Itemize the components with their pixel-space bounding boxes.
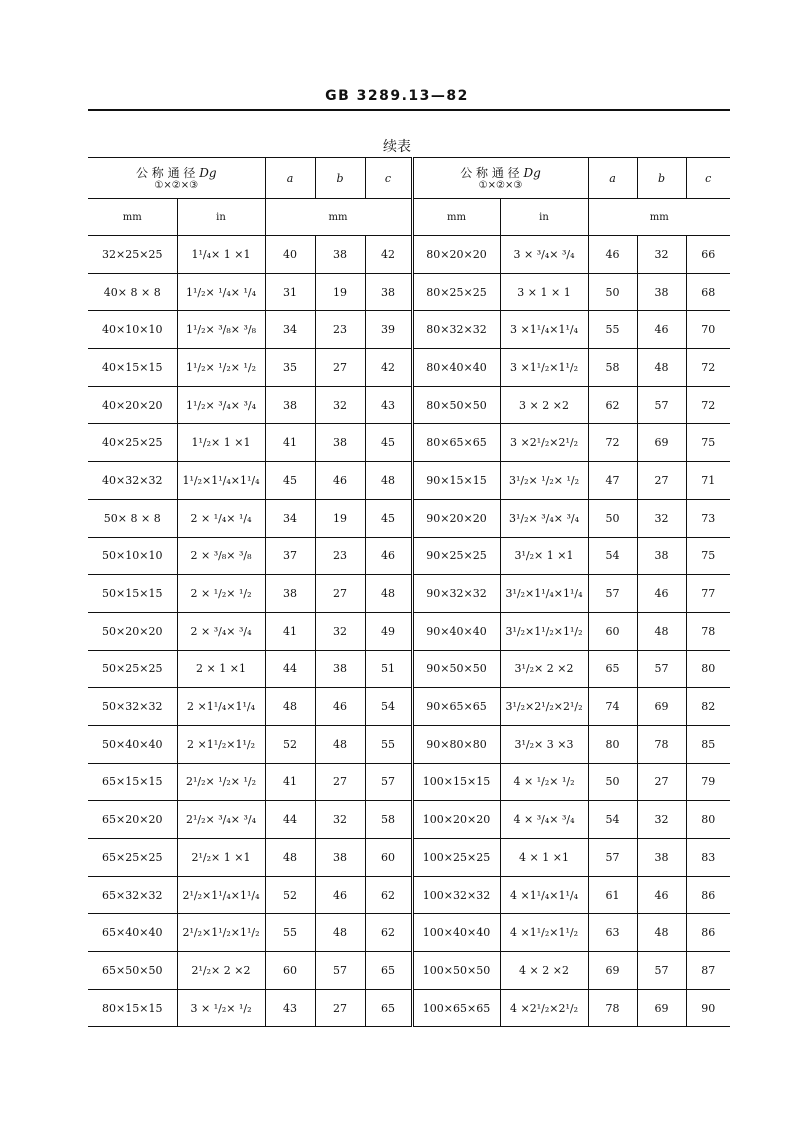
left-cell-mm: 50×40×40 [88, 725, 177, 763]
right-cell-in: 4 × ³/₄× ³/₄ [500, 801, 588, 839]
col-a-header: a [588, 158, 637, 199]
table-row [88, 386, 730, 424]
left-cell-in: 2¹/₂×1¹/₄×1¹/₄ [177, 876, 265, 914]
right-cell-in: 4 ×1¹/₄×1¹/₄ [500, 876, 588, 914]
left-cell-in: 1¹/₂× ³/₈× ³/₈ [177, 311, 265, 349]
left-cell-b: 19 [315, 499, 365, 537]
left-cell-c: 48 [365, 575, 412, 613]
right-cell-c: 77 [686, 575, 730, 613]
left-cell-in: 1¹/₄× 1 ×1 [177, 236, 265, 274]
nominal-label: 公 称 通 径 [460, 165, 520, 180]
left-cell-b: 38 [315, 839, 365, 877]
unit-mm: mm [412, 199, 500, 236]
left-cell-c: 45 [365, 424, 412, 462]
left-cell-b: 23 [315, 311, 365, 349]
right-cell-a: 55 [588, 311, 637, 349]
right-cell-mm: 100×32×32 [412, 876, 500, 914]
right-cell-mm: 80×25×25 [412, 273, 500, 311]
unit-row [88, 199, 730, 236]
right-cell-b: 69 [637, 688, 686, 726]
nominal-sub-label: ①×②×③ [154, 179, 199, 191]
right-cell-a: 54 [588, 801, 637, 839]
right-cell-b: 69 [637, 989, 686, 1027]
left-cell-in: 2 × ³/₈× ³/₈ [177, 537, 265, 575]
right-cell-b: 27 [637, 462, 686, 500]
left-cell-c: 49 [365, 612, 412, 650]
left-cell-b: 27 [315, 349, 365, 387]
left-cell-a: 52 [265, 725, 315, 763]
left-cell-a: 48 [265, 688, 315, 726]
left-cell-c: 38 [365, 273, 412, 311]
nominal-diameter-header-left [88, 158, 265, 199]
table-body [88, 236, 730, 1027]
table-row [88, 650, 730, 688]
left-cell-a: 41 [265, 763, 315, 801]
right-cell-mm: 90×40×40 [412, 612, 500, 650]
left-cell-c: 57 [365, 763, 412, 801]
left-cell-in: 2 × 1 ×1 [177, 650, 265, 688]
right-cell-mm: 100×20×20 [412, 801, 500, 839]
right-cell-c: 72 [686, 386, 730, 424]
right-cell-b: 48 [637, 612, 686, 650]
right-cell-c: 83 [686, 839, 730, 877]
left-cell-c: 48 [365, 462, 412, 500]
left-cell-in: 2¹/₂× ¹/₂× ¹/₂ [177, 763, 265, 801]
left-cell-a: 38 [265, 386, 315, 424]
left-cell-in: 2 ×1¹/₂×1¹/₂ [177, 725, 265, 763]
right-cell-b: 48 [637, 349, 686, 387]
right-cell-a: 61 [588, 876, 637, 914]
right-cell-a: 50 [588, 273, 637, 311]
unit-in: in [500, 199, 588, 236]
table-row [88, 725, 730, 763]
left-cell-c: 42 [365, 349, 412, 387]
right-cell-c: 80 [686, 650, 730, 688]
right-cell-in: 3¹/₂× 3 ×3 [500, 725, 588, 763]
right-cell-c: 82 [686, 688, 730, 726]
right-cell-a: 69 [588, 952, 637, 990]
left-cell-mm: 50×10×10 [88, 537, 177, 575]
table-row [88, 763, 730, 801]
left-cell-a: 55 [265, 914, 315, 952]
right-cell-a: 58 [588, 349, 637, 387]
left-cell-a: 40 [265, 236, 315, 274]
right-cell-in: 4 × 2 ×2 [500, 952, 588, 990]
left-cell-c: 54 [365, 688, 412, 726]
col-b-header: b [637, 158, 686, 199]
left-cell-b: 38 [315, 424, 365, 462]
left-cell-c: 51 [365, 650, 412, 688]
left-cell-b: 32 [315, 612, 365, 650]
left-cell-mm: 65×20×20 [88, 801, 177, 839]
left-cell-a: 38 [265, 575, 315, 613]
table-row [88, 575, 730, 613]
right-cell-b: 38 [637, 839, 686, 877]
nominal-label: 公 称 通 径 [135, 165, 196, 180]
left-cell-c: 62 [365, 876, 412, 914]
right-cell-b: 46 [637, 575, 686, 613]
left-cell-in: 1¹/₂×1¹/₄×1¹/₄ [177, 462, 265, 500]
right-cell-c: 86 [686, 876, 730, 914]
right-cell-mm: 100×65×65 [412, 989, 500, 1027]
left-cell-a: 52 [265, 876, 315, 914]
right-cell-in: 4 ×1¹/₂×1¹/₂ [500, 914, 588, 952]
right-cell-a: 60 [588, 612, 637, 650]
right-cell-mm: 90×15×15 [412, 462, 500, 500]
right-cell-c: 68 [686, 273, 730, 311]
col-a-header: a [265, 158, 315, 199]
right-cell-in: 3¹/₂× ³/₄× ³/₄ [500, 499, 588, 537]
left-cell-in: 2¹/₂× ³/₄× ³/₄ [177, 801, 265, 839]
left-cell-in: 2 × ¹/₄× ¹/₄ [177, 499, 265, 537]
right-cell-in: 3¹/₂×1¹/₄×1¹/₄ [500, 575, 588, 613]
left-cell-c: 46 [365, 537, 412, 575]
right-cell-in: 3 ×1¹/₄×1¹/₄ [500, 311, 588, 349]
table-title: 续表 [383, 139, 411, 155]
right-cell-b: 46 [637, 876, 686, 914]
left-cell-a: 45 [265, 462, 315, 500]
left-cell-c: 65 [365, 952, 412, 990]
left-cell-in: 2¹/₂×1¹/₂×1¹/₂ [177, 914, 265, 952]
left-cell-mm: 50× 8 × 8 [88, 499, 177, 537]
left-cell-c: 55 [365, 725, 412, 763]
right-cell-b: 78 [637, 725, 686, 763]
left-cell-mm: 65×50×50 [88, 952, 177, 990]
right-cell-b: 38 [637, 537, 686, 575]
left-cell-mm: 40×10×10 [88, 311, 177, 349]
right-cell-a: 62 [588, 386, 637, 424]
left-cell-c: 45 [365, 499, 412, 537]
header-rule [88, 109, 730, 111]
right-cell-in: 4 ×2¹/₂×2¹/₂ [500, 989, 588, 1027]
left-cell-c: 60 [365, 839, 412, 877]
right-cell-in: 3 × ³/₄× ³/₄ [500, 236, 588, 274]
left-cell-mm: 40×25×25 [88, 424, 177, 462]
right-cell-a: 63 [588, 914, 637, 952]
right-cell-mm: 90×20×20 [412, 499, 500, 537]
dimension-table [88, 157, 730, 1027]
right-cell-mm: 100×15×15 [412, 763, 500, 801]
left-cell-a: 31 [265, 273, 315, 311]
right-cell-b: 27 [637, 763, 686, 801]
left-cell-b: 32 [315, 386, 365, 424]
left-cell-b: 38 [315, 236, 365, 274]
right-cell-in: 3 ×1¹/₂×1¹/₂ [500, 349, 588, 387]
left-cell-in: 3 × ¹/₂× ¹/₂ [177, 989, 265, 1027]
left-cell-b: 46 [315, 876, 365, 914]
table-row [88, 273, 730, 311]
left-cell-b: 46 [315, 462, 365, 500]
left-cell-b: 48 [315, 914, 365, 952]
left-cell-mm: 65×15×15 [88, 763, 177, 801]
right-cell-c: 71 [686, 462, 730, 500]
unit-mm: mm [88, 199, 177, 236]
right-cell-b: 32 [637, 236, 686, 274]
unit-mm-abc: mm [588, 199, 730, 236]
right-cell-a: 50 [588, 763, 637, 801]
right-cell-mm: 80×40×40 [412, 349, 500, 387]
right-cell-mm: 90×65×65 [412, 688, 500, 726]
right-cell-b: 57 [637, 952, 686, 990]
left-cell-a: 41 [265, 612, 315, 650]
left-cell-c: 39 [365, 311, 412, 349]
left-cell-in: 1¹/₂× ¹/₂× ¹/₂ [177, 349, 265, 387]
left-cell-in: 1¹/₂× ¹/₄× ¹/₄ [177, 273, 265, 311]
left-cell-in: 2¹/₂× 2 ×2 [177, 952, 265, 990]
left-cell-b: 32 [315, 801, 365, 839]
unit-mm-abc: mm [265, 199, 412, 236]
col-c-header: c [365, 158, 412, 199]
left-cell-c: 62 [365, 914, 412, 952]
right-cell-c: 80 [686, 801, 730, 839]
left-cell-in: 2 ×1¹/₄×1¹/₄ [177, 688, 265, 726]
left-cell-a: 35 [265, 349, 315, 387]
table-row [88, 236, 730, 274]
table-row [88, 424, 730, 462]
header-row [88, 158, 730, 199]
left-cell-b: 23 [315, 537, 365, 575]
left-cell-c: 43 [365, 386, 412, 424]
table-row [88, 989, 730, 1027]
left-cell-mm: 65×32×32 [88, 876, 177, 914]
col-c-header: c [686, 158, 730, 199]
left-cell-c: 42 [365, 236, 412, 274]
right-cell-in: 3¹/₂× 1 ×1 [500, 537, 588, 575]
table-row [88, 349, 730, 387]
left-cell-in: 2 × ¹/₂× ¹/₂ [177, 575, 265, 613]
right-cell-mm: 80×20×20 [412, 236, 500, 274]
left-cell-a: 60 [265, 952, 315, 990]
right-cell-c: 66 [686, 236, 730, 274]
right-cell-mm: 80×32×32 [412, 311, 500, 349]
left-cell-mm: 65×25×25 [88, 839, 177, 877]
right-cell-c: 87 [686, 952, 730, 990]
right-cell-in: 3¹/₂×1¹/₂×1¹/₂ [500, 612, 588, 650]
left-cell-b: 48 [315, 725, 365, 763]
left-cell-in: 1¹/₂× 1 ×1 [177, 424, 265, 462]
left-cell-a: 34 [265, 499, 315, 537]
left-cell-mm: 40×15×15 [88, 349, 177, 387]
right-cell-a: 57 [588, 575, 637, 613]
dg-symbol: Dg [523, 165, 541, 180]
unit-in: in [177, 199, 265, 236]
right-cell-mm: 100×25×25 [412, 839, 500, 877]
right-cell-c: 85 [686, 725, 730, 763]
left-cell-mm: 50×25×25 [88, 650, 177, 688]
left-cell-b: 46 [315, 688, 365, 726]
dg-symbol: Dg [199, 165, 217, 180]
right-cell-b: 46 [637, 311, 686, 349]
standard-number: GB 3289.13—82 [325, 88, 469, 104]
right-cell-in: 3¹/₂× ¹/₂× ¹/₂ [500, 462, 588, 500]
right-cell-a: 57 [588, 839, 637, 877]
table-row [88, 688, 730, 726]
left-cell-b: 27 [315, 763, 365, 801]
right-cell-mm: 80×65×65 [412, 424, 500, 462]
table-row [88, 914, 730, 952]
right-cell-mm: 80×50×50 [412, 386, 500, 424]
left-cell-b: 27 [315, 989, 365, 1027]
left-cell-a: 43 [265, 989, 315, 1027]
left-cell-mm: 40× 8 × 8 [88, 273, 177, 311]
left-cell-in: 1¹/₂× ³/₄× ³/₄ [177, 386, 265, 424]
right-cell-a: 78 [588, 989, 637, 1027]
right-cell-mm: 90×32×32 [412, 575, 500, 613]
right-cell-in: 3 × 1 × 1 [500, 273, 588, 311]
right-cell-in: 3¹/₂× 2 ×2 [500, 650, 588, 688]
right-cell-b: 69 [637, 424, 686, 462]
right-cell-in: 3¹/₂×2¹/₂×2¹/₂ [500, 688, 588, 726]
right-cell-c: 75 [686, 537, 730, 575]
right-cell-a: 47 [588, 462, 637, 500]
right-cell-c: 72 [686, 349, 730, 387]
left-cell-a: 34 [265, 311, 315, 349]
right-cell-b: 38 [637, 273, 686, 311]
table-row [88, 537, 730, 575]
table-row [88, 499, 730, 537]
left-cell-mm: 32×25×25 [88, 236, 177, 274]
right-cell-in: 4 × 1 ×1 [500, 839, 588, 877]
table-row [88, 839, 730, 877]
table-row [88, 876, 730, 914]
right-cell-a: 65 [588, 650, 637, 688]
nominal-diameter-header-right [412, 158, 588, 199]
right-cell-a: 74 [588, 688, 637, 726]
left-cell-mm: 50×20×20 [88, 612, 177, 650]
left-cell-mm: 50×15×15 [88, 575, 177, 613]
table-row [88, 311, 730, 349]
left-cell-mm: 40×20×20 [88, 386, 177, 424]
left-cell-a: 44 [265, 650, 315, 688]
table-row [88, 612, 730, 650]
left-cell-b: 38 [315, 650, 365, 688]
right-cell-mm: 100×50×50 [412, 952, 500, 990]
right-cell-in: 3 ×2¹/₂×2¹/₂ [500, 424, 588, 462]
left-cell-c: 58 [365, 801, 412, 839]
right-cell-mm: 90×25×25 [412, 537, 500, 575]
left-cell-b: 27 [315, 575, 365, 613]
right-cell-c: 75 [686, 424, 730, 462]
left-cell-mm: 80×15×15 [88, 989, 177, 1027]
left-cell-a: 37 [265, 537, 315, 575]
right-cell-in: 3 × 2 ×2 [500, 386, 588, 424]
left-cell-a: 48 [265, 839, 315, 877]
right-cell-mm: 100×40×40 [412, 914, 500, 952]
col-b-header: b [315, 158, 365, 199]
right-cell-c: 86 [686, 914, 730, 952]
nominal-sub-label: ①×②×③ [478, 179, 523, 191]
table-row [88, 462, 730, 500]
right-cell-a: 54 [588, 537, 637, 575]
right-cell-c: 90 [686, 989, 730, 1027]
left-cell-c: 65 [365, 989, 412, 1027]
table-row [88, 952, 730, 990]
right-cell-b: 48 [637, 914, 686, 952]
left-cell-b: 19 [315, 273, 365, 311]
left-cell-a: 41 [265, 424, 315, 462]
right-cell-b: 57 [637, 386, 686, 424]
right-cell-c: 70 [686, 311, 730, 349]
right-cell-mm: 90×50×50 [412, 650, 500, 688]
right-cell-a: 72 [588, 424, 637, 462]
left-cell-b: 57 [315, 952, 365, 990]
left-cell-mm: 65×40×40 [88, 914, 177, 952]
table-row [88, 801, 730, 839]
right-cell-c: 79 [686, 763, 730, 801]
right-cell-a: 50 [588, 499, 637, 537]
right-cell-b: 57 [637, 650, 686, 688]
right-cell-mm: 90×80×80 [412, 725, 500, 763]
left-cell-a: 44 [265, 801, 315, 839]
right-cell-b: 32 [637, 499, 686, 537]
right-cell-c: 73 [686, 499, 730, 537]
left-cell-in: 2 × ³/₄× ³/₄ [177, 612, 265, 650]
left-cell-mm: 50×32×32 [88, 688, 177, 726]
right-cell-b: 32 [637, 801, 686, 839]
right-cell-c: 78 [686, 612, 730, 650]
left-cell-mm: 40×32×32 [88, 462, 177, 500]
right-cell-in: 4 × ¹/₂× ¹/₂ [500, 763, 588, 801]
right-cell-a: 46 [588, 236, 637, 274]
right-cell-a: 80 [588, 725, 637, 763]
left-cell-in: 2¹/₂× 1 ×1 [177, 839, 265, 877]
